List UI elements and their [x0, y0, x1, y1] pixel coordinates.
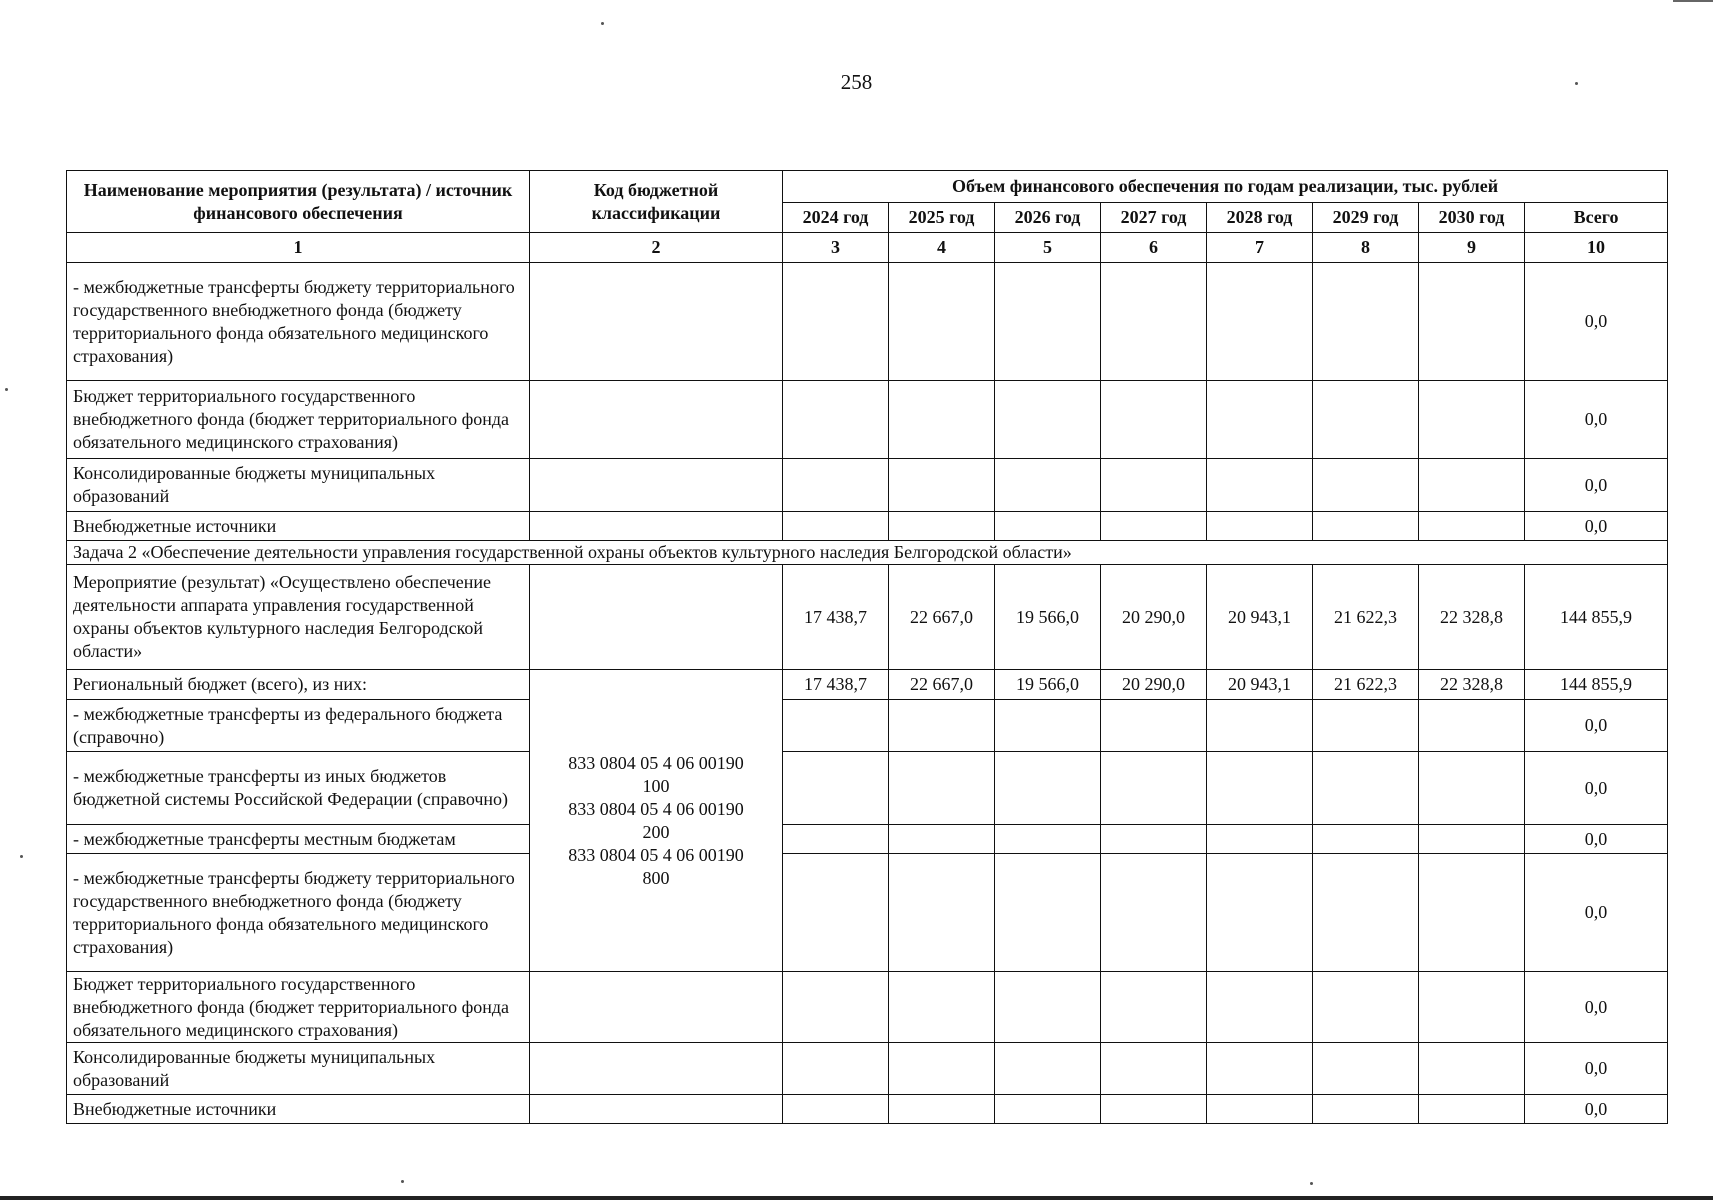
row-value: [889, 459, 995, 512]
row-value: [1313, 854, 1419, 972]
row-value: [889, 512, 995, 541]
row-total: 144 855,9: [1525, 565, 1668, 670]
row-value: [1207, 1043, 1313, 1095]
column-number: 2: [530, 233, 783, 263]
table-row: [67, 972, 1668, 1043]
row-value: [1101, 700, 1207, 752]
header-name: Наименование мероприятия (результата) / источник финансового обеспечения: [67, 171, 530, 233]
row-value: 21 622,3: [1313, 670, 1419, 700]
row-value: [783, 854, 889, 972]
page-number: 258: [840, 70, 873, 94]
table-row: [67, 459, 1668, 512]
budget-code-line: 200: [642, 821, 670, 842]
row-value: [783, 512, 889, 541]
row-value: [1313, 1095, 1419, 1124]
row-total: 0,0: [1525, 700, 1668, 752]
column-number: 10: [1525, 233, 1668, 263]
row-total: 0,0: [1525, 512, 1668, 541]
column-number: 8: [1313, 233, 1419, 263]
budget-code-line: 833 0804 05 4 06 00190: [568, 798, 744, 819]
budget-code-cell: [530, 670, 783, 972]
row-value: 22 328,8: [1419, 670, 1525, 700]
column-number: 1: [67, 233, 530, 263]
column-number: 9: [1419, 233, 1525, 263]
row-value: [1101, 263, 1207, 381]
row-value: [1101, 1095, 1207, 1124]
header-year: 2029 год: [1313, 203, 1419, 233]
row-value: [783, 1043, 889, 1095]
column-numbers-row: [67, 233, 1668, 263]
row-code-empty: [530, 1043, 783, 1095]
row-value: [783, 381, 889, 459]
row-value: [783, 752, 889, 825]
header-year: 2025 год: [889, 203, 995, 233]
row-value: [1419, 512, 1525, 541]
row-value: [889, 825, 995, 854]
row-value: [1313, 512, 1419, 541]
row-value: [889, 700, 995, 752]
table-row: [67, 854, 1668, 972]
row-value: [1101, 512, 1207, 541]
column-number: 4: [889, 233, 995, 263]
row-code-empty: [530, 263, 783, 381]
row-name: Консолидированные бюджеты муниципальных образований: [67, 459, 530, 512]
row-value: [1313, 700, 1419, 752]
row-value: [995, 381, 1101, 459]
row-value: [783, 825, 889, 854]
table-row: [67, 1095, 1668, 1124]
row-value: [1313, 1043, 1419, 1095]
budget-table: [66, 170, 1668, 1124]
table-row: [67, 825, 1668, 854]
row-value: [1207, 972, 1313, 1043]
budget-code-line: 833 0804 05 4 06 00190: [568, 844, 744, 865]
scan-speck: [401, 1180, 404, 1183]
table-row: [67, 752, 1668, 825]
row-name: Бюджет территориального государственного внебюджетного фонда (бюджет территориального фонда обязательного медицинского страхования): [67, 972, 530, 1043]
column-number: 6: [1101, 233, 1207, 263]
scan-speck: [1575, 82, 1578, 85]
row-value: 20 943,1: [1207, 670, 1313, 700]
row-value: [1419, 1095, 1525, 1124]
row-value: 19 566,0: [995, 670, 1101, 700]
row-name: - межбюджетные трансферты бюджету территориального государственного внебюджетного фонда (бюджету территориального фонда обязательного медицинского страхования): [67, 263, 530, 381]
row-value: [1419, 263, 1525, 381]
row-total: 0,0: [1525, 825, 1668, 854]
row-value: 20 290,0: [1101, 565, 1207, 670]
table-row: [67, 565, 1668, 670]
row-value: [995, 752, 1101, 825]
row-value: [1313, 752, 1419, 825]
row-total: 0,0: [1525, 1043, 1668, 1095]
row-value: 22 667,0: [889, 670, 995, 700]
row-total: 0,0: [1525, 263, 1668, 381]
row-value: [889, 854, 995, 972]
header-year: 2026 год: [995, 203, 1101, 233]
row-value: [889, 381, 995, 459]
row-value: [1313, 263, 1419, 381]
table-row: [67, 381, 1668, 459]
header-volume: Объем финансового обеспечения по годам реализации, тыс. рублей: [783, 171, 1668, 203]
row-total: 0,0: [1525, 752, 1668, 825]
row-value: [1419, 752, 1525, 825]
row-value: [995, 972, 1101, 1043]
row-value: [995, 1095, 1101, 1124]
column-number: 3: [783, 233, 889, 263]
row-value: [1207, 1095, 1313, 1124]
row-name: Внебюджетные источники: [67, 512, 530, 541]
table-row: [67, 263, 1668, 381]
row-value: [783, 263, 889, 381]
row-code-empty: [530, 459, 783, 512]
row-value: 17 438,7: [783, 670, 889, 700]
row-value: 19 566,0: [995, 565, 1101, 670]
row-value: [1419, 825, 1525, 854]
row-value: [995, 512, 1101, 541]
row-value: [1419, 459, 1525, 512]
row-code-empty: [530, 972, 783, 1043]
row-value: [1207, 854, 1313, 972]
row-value: [783, 1095, 889, 1124]
row-value: 20 943,1: [1207, 565, 1313, 670]
header-year: 2024 год: [783, 203, 889, 233]
row-value: [995, 459, 1101, 512]
row-value: [1419, 700, 1525, 752]
row-value: [1419, 1043, 1525, 1095]
table-row: [67, 512, 1668, 541]
scan-speck: [5, 388, 8, 391]
row-value: 22 328,8: [1419, 565, 1525, 670]
row-code-empty: [530, 381, 783, 459]
row-value: [1207, 263, 1313, 381]
row-value: [1419, 381, 1525, 459]
row-code-empty: [530, 1095, 783, 1124]
row-name: Внебюджетные источники: [67, 1095, 530, 1124]
row-total: 0,0: [1525, 854, 1668, 972]
row-value: [1419, 972, 1525, 1043]
row-value: [995, 825, 1101, 854]
header-total: Всего: [1525, 203, 1668, 233]
header-code: Код бюджетной классификации: [530, 171, 783, 233]
row-value: [1101, 972, 1207, 1043]
row-value: [889, 1043, 995, 1095]
budget-code-line: 800: [642, 867, 670, 888]
row-value: 17 438,7: [783, 565, 889, 670]
column-number: 7: [1207, 233, 1313, 263]
scan-speck: [601, 22, 604, 25]
table-header: [67, 171, 1668, 263]
row-value: [995, 700, 1101, 752]
row-value: 22 667,0: [889, 565, 995, 670]
row-value: [1101, 381, 1207, 459]
row-code-empty: [530, 512, 783, 541]
row-value: [1207, 512, 1313, 541]
row-value: [1419, 854, 1525, 972]
task-title: Задача 2 «Обеспечение деятельности управления государственной охраны объектов культурного наследия Белгородской области»: [67, 541, 1668, 565]
row-value: [1101, 459, 1207, 512]
header-year: 2027 год: [1101, 203, 1207, 233]
row-value: [1313, 459, 1419, 512]
row-value: [995, 1043, 1101, 1095]
row-total: 0,0: [1525, 459, 1668, 512]
row-name: - межбюджетные трансферты из федерального бюджета (справочно): [67, 700, 530, 752]
row-value: [1313, 825, 1419, 854]
row-value: [783, 972, 889, 1043]
row-value: [1101, 825, 1207, 854]
budget-code-line: 100: [642, 775, 670, 796]
measure-name: Мероприятие (результат) «Осуществлено обеспечение деятельности аппарата управления государственной охраны объектов культурного наследия Белгородской области»: [67, 565, 530, 670]
table-row: [67, 700, 1668, 752]
column-number: 5: [995, 233, 1101, 263]
task-row: [67, 541, 1668, 565]
row-name: - межбюджетные трансферты из иных бюджетов бюджетной системы Российской Федерации (справочно): [67, 752, 530, 825]
row-total: 0,0: [1525, 1095, 1668, 1124]
row-name: Консолидированные бюджеты муниципальных образований: [67, 1043, 530, 1095]
row-value: [783, 700, 889, 752]
row-name: - межбюджетные трансферты бюджету территориального государственного внебюджетного фонда (бюджету территориального фонда обязательного медицинского страхования): [67, 854, 530, 972]
budget-code-line: 833 0804 05 4 06 00190: [568, 752, 744, 773]
row-value: [1313, 972, 1419, 1043]
row-value: [889, 972, 995, 1043]
row-value: [1101, 1043, 1207, 1095]
row-value: [889, 752, 995, 825]
row-value: [783, 459, 889, 512]
table-body: [67, 263, 1668, 1124]
scan-bottom-edge: [0, 1196, 1713, 1200]
row-value: [995, 854, 1101, 972]
row-value: [1207, 825, 1313, 854]
header-year: 2030 год: [1419, 203, 1525, 233]
row-total: 0,0: [1525, 381, 1668, 459]
row-value: [1101, 752, 1207, 825]
row-value: [889, 263, 995, 381]
row-value: [889, 1095, 995, 1124]
row-value: 20 290,0: [1101, 670, 1207, 700]
row-value: [1313, 381, 1419, 459]
row-value: [1207, 752, 1313, 825]
row-value: [1207, 459, 1313, 512]
table-row: [67, 670, 1668, 700]
header-year: 2028 год: [1207, 203, 1313, 233]
row-value: [1207, 381, 1313, 459]
row-total: 0,0: [1525, 972, 1668, 1043]
table-row: [67, 1043, 1668, 1095]
row-value: [995, 263, 1101, 381]
row-value: [1101, 854, 1207, 972]
row-name: Бюджет территориального государственного внебюджетного фонда (бюджет территориального фонда обязательного медицинского страхования): [67, 381, 530, 459]
scan-corner-mark: [1673, 0, 1713, 2]
row-value: 21 622,3: [1313, 565, 1419, 670]
row-code-empty: [530, 565, 783, 670]
row-value: [1207, 700, 1313, 752]
row-total: 144 855,9: [1525, 670, 1668, 700]
scan-speck: [20, 855, 23, 858]
row-name: - межбюджетные трансферты местным бюджетам: [67, 825, 530, 854]
row-name: Региональный бюджет (всего), из них:: [67, 670, 530, 700]
scan-speck: [1310, 1182, 1313, 1185]
